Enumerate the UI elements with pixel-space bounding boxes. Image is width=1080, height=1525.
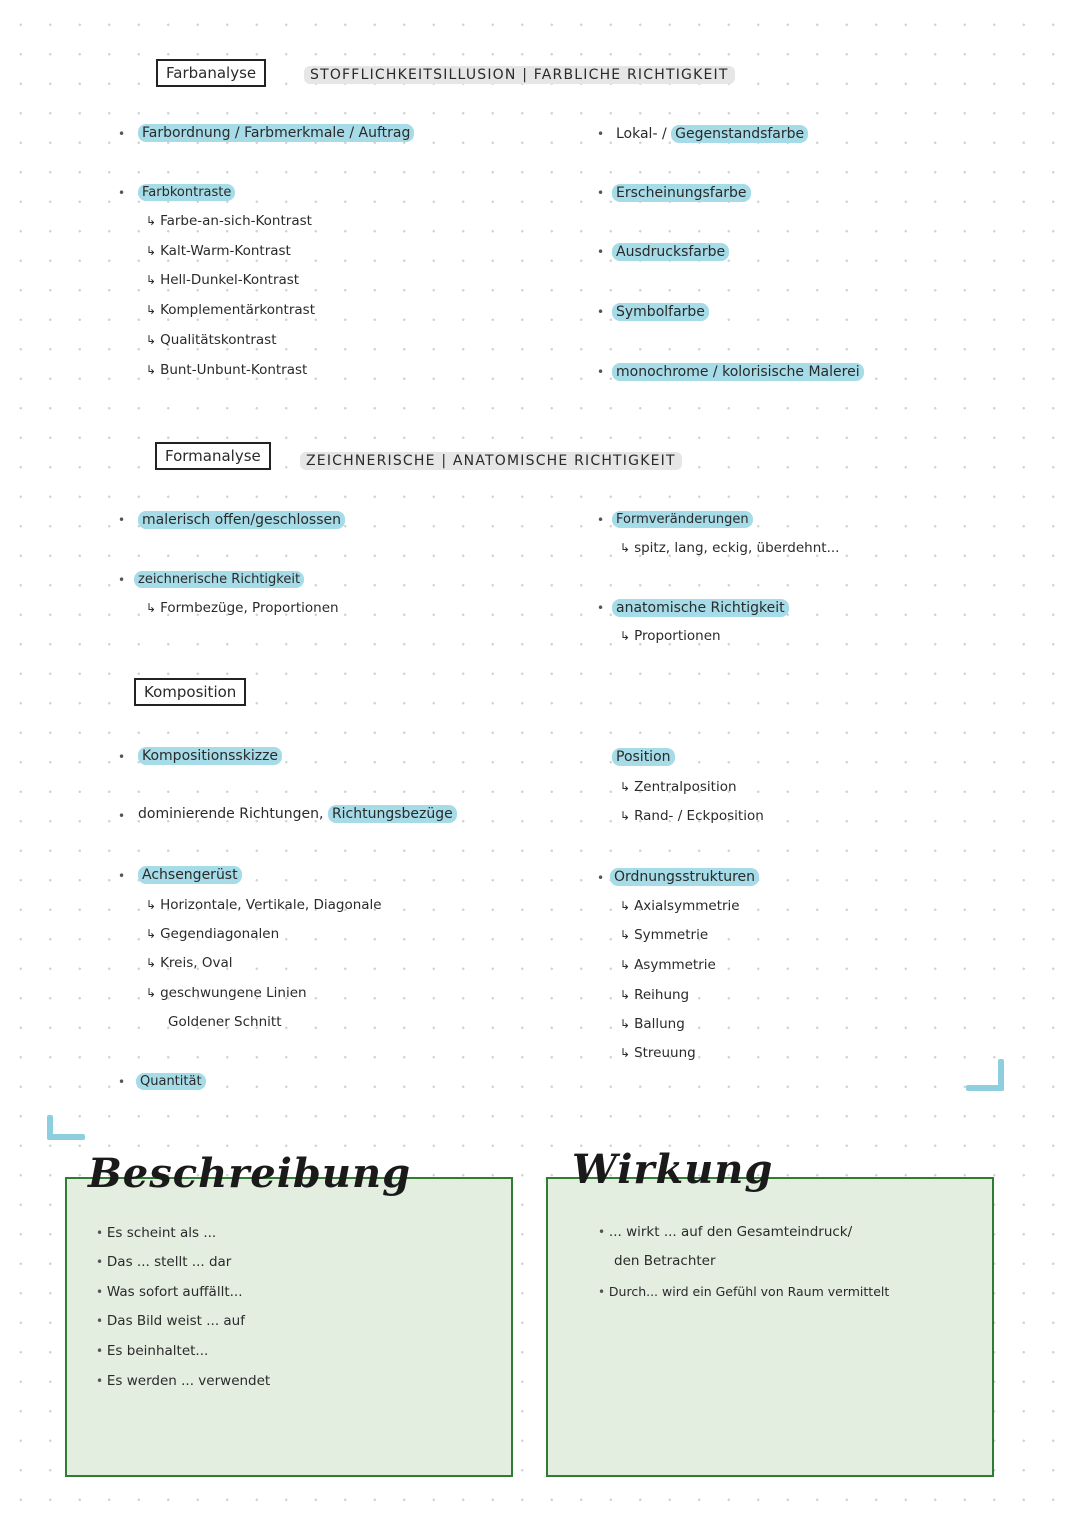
bullet: • bbox=[597, 305, 605, 319]
arrow-icon: ↳ bbox=[620, 1046, 631, 1060]
position-item-label: Zentralposition bbox=[634, 779, 737, 795]
position-item bbox=[620, 808, 764, 824]
achsengeruest-label: Achsengerüst bbox=[138, 866, 242, 884]
wirkung-line bbox=[598, 1224, 852, 1240]
beschreibung-line bbox=[96, 1373, 270, 1389]
arrow-icon: ↳ bbox=[146, 898, 157, 912]
arrow-icon: ↳ bbox=[620, 958, 631, 972]
arrow-icon: ↳ bbox=[146, 244, 157, 258]
bullet: • bbox=[597, 513, 605, 527]
ordnung-item-label: Ballung bbox=[634, 1016, 685, 1032]
kontrast-item bbox=[146, 362, 307, 378]
formveraenderungen-sub-label: spitz, lang, eckig, überdehnt... bbox=[634, 540, 840, 556]
wirkung-line-text: ... wirkt ... auf den Gesamteindruck/ bbox=[608, 1224, 853, 1240]
ordnung-item bbox=[620, 898, 740, 914]
beschreibung-line-text: Es werden ... verwendet bbox=[106, 1373, 271, 1389]
zeichnerisch-sub bbox=[146, 600, 339, 616]
achsen-item bbox=[146, 897, 382, 913]
achsen-item bbox=[146, 985, 307, 1001]
malerisch-label: malerisch offen/geschlossen bbox=[138, 511, 345, 529]
bullet: • bbox=[597, 365, 605, 379]
kontrast-item bbox=[146, 272, 299, 288]
beschreibung-line-text: Es beinhaltet... bbox=[106, 1343, 209, 1359]
corner-bracket-left-horizontal bbox=[47, 1134, 85, 1140]
wirkung-line-text: Durch... wird ein Gefühl von Raum vermittelt bbox=[608, 1284, 890, 1299]
ordnung-item bbox=[620, 1016, 685, 1032]
bullet: • bbox=[598, 1285, 609, 1299]
formveraenderungen-label: Formveränderungen bbox=[612, 511, 753, 528]
bullet: • bbox=[597, 127, 605, 141]
quantitaet-label: Quantität bbox=[136, 1073, 206, 1090]
arrow-icon: ↳ bbox=[146, 363, 157, 377]
arrow-icon: ↳ bbox=[146, 986, 157, 1000]
position-label: Position bbox=[612, 748, 675, 766]
arrow-icon: ↳ bbox=[620, 809, 631, 823]
wirkung-line: den Betrachter bbox=[614, 1253, 716, 1269]
beschreibung-line bbox=[96, 1343, 208, 1359]
bullet: • bbox=[118, 750, 126, 764]
arrow-icon: ↳ bbox=[620, 629, 631, 643]
ordnung-item bbox=[620, 1045, 696, 1061]
bullet: • bbox=[96, 1226, 107, 1240]
achsen-item-label: geschwungene Linien bbox=[160, 985, 307, 1001]
richtungen-plain: dominierende Richtungen, bbox=[138, 806, 328, 822]
ordnung-item-label: Streuung bbox=[634, 1045, 696, 1061]
zeichnerisch-label: zeichnerische Richtigkeit bbox=[134, 571, 304, 588]
position-item bbox=[620, 779, 737, 795]
bullet: • bbox=[118, 869, 126, 883]
arrow-icon: ↳ bbox=[620, 928, 631, 942]
kontrast-item-label: Qualitätskontrast bbox=[160, 332, 277, 348]
bullet: • bbox=[118, 573, 126, 587]
wirkung-panel bbox=[546, 1177, 994, 1477]
achsen-item bbox=[146, 926, 279, 942]
anatomisch-label: anatomische Richtigkeit bbox=[612, 599, 789, 617]
kompositionsskizze-label: Kompositionsskizze bbox=[138, 747, 282, 765]
malerei-label: monochrome / kolorisische Malerei bbox=[612, 363, 864, 381]
lokal-plain: Lokal- / bbox=[616, 126, 672, 142]
ordnung-item-label: Reihung bbox=[634, 987, 690, 1003]
beschreibung-line-text: Es scheint als ... bbox=[106, 1225, 217, 1241]
beschreibung-line-text: Was sofort auffällt... bbox=[106, 1284, 243, 1300]
arrow-icon: ↳ bbox=[146, 956, 157, 970]
arrow-icon: ↳ bbox=[620, 1017, 631, 1031]
section-title-farbanalyse: Farbanalyse bbox=[156, 59, 266, 87]
arrow-icon: ↳ bbox=[146, 927, 157, 941]
arrow-icon: ↳ bbox=[146, 333, 157, 347]
ordnung-item bbox=[620, 987, 689, 1003]
ordnung-item-label: Symmetrie bbox=[634, 927, 709, 943]
bullet: • bbox=[96, 1344, 107, 1358]
kontrast-item-label: Hell-Dunkel-Kontrast bbox=[160, 272, 300, 288]
anatomisch-sub bbox=[620, 628, 721, 644]
goldener-schnitt: Goldener Schnitt bbox=[168, 1014, 282, 1030]
beschreibung-line bbox=[96, 1313, 245, 1329]
beschreibung-line-text: Das ... stellt ... dar bbox=[106, 1254, 232, 1270]
farbkontraste-label: Farbkontraste bbox=[138, 184, 235, 201]
kontrast-item-label: Kalt-Warm-Kontrast bbox=[160, 243, 291, 259]
bullet: • bbox=[118, 809, 126, 823]
beschreibung-line bbox=[96, 1225, 216, 1241]
arrow-icon: ↳ bbox=[620, 780, 631, 794]
arrow-icon: ↳ bbox=[620, 541, 631, 555]
beschreibung-line-text: Das Bild weist ... auf bbox=[106, 1313, 245, 1329]
arrow-icon: ↳ bbox=[620, 988, 631, 1002]
ordnung-item-label: Axialsymmetrie bbox=[634, 898, 740, 914]
zeichnerisch-sub-label: Formbezüge, Proportionen bbox=[160, 600, 339, 616]
ordnung-item bbox=[620, 927, 708, 943]
kontrast-item bbox=[146, 243, 291, 259]
bullet: • bbox=[597, 245, 605, 259]
corner-bracket-right-horizontal bbox=[966, 1085, 1004, 1091]
beschreibung-line bbox=[96, 1254, 231, 1270]
kontrast-item-label: Bunt-Unbunt-Kontrast bbox=[160, 362, 308, 378]
achsen-item-label: Horizontale, Vertikale, Diagonale bbox=[160, 897, 382, 913]
arrow-icon: ↳ bbox=[146, 303, 157, 317]
ordnung-item bbox=[620, 957, 716, 973]
arrow-icon: ↳ bbox=[146, 601, 157, 615]
ordnungsstrukturen-label: Ordnungsstrukturen bbox=[610, 868, 759, 886]
lokalfarbe-label bbox=[616, 126, 808, 142]
kontrast-item-label: Farbe-an-sich-Kontrast bbox=[160, 213, 312, 229]
beschreibung-line bbox=[96, 1284, 243, 1300]
erscheinungsfarbe-label: Erscheinungsfarbe bbox=[612, 184, 751, 202]
bullet: • bbox=[96, 1255, 107, 1269]
achsen-item bbox=[146, 955, 232, 971]
wirkung-line bbox=[598, 1284, 889, 1299]
bullet: • bbox=[96, 1285, 107, 1299]
bullet: • bbox=[597, 601, 605, 615]
anatomisch-sub-label: Proportionen bbox=[634, 628, 721, 644]
arrow-icon: ↳ bbox=[620, 899, 631, 913]
beschreibung-title: Beschreibung bbox=[88, 1150, 412, 1197]
kontrast-item bbox=[146, 302, 315, 318]
richtungsbezuege-label: Richtungsbezüge bbox=[328, 805, 457, 823]
kontrast-item bbox=[146, 332, 277, 348]
bullet: • bbox=[96, 1314, 107, 1328]
section-subtitle-formanalyse: ZEICHNERISCHE | ANATOMISCHE RICHTIGKEIT bbox=[300, 452, 682, 470]
symbolfarbe-label: Symbolfarbe bbox=[612, 303, 709, 321]
farbordnung-label: Farbordnung / Farbmerkmale / Auftrag bbox=[138, 124, 414, 142]
achsen-item-label: Gegendiagonalen bbox=[160, 926, 280, 942]
position-item-label: Rand- / Eckposition bbox=[634, 808, 764, 824]
bullet: • bbox=[118, 186, 126, 200]
bullet: • bbox=[598, 1225, 609, 1239]
bullet: • bbox=[597, 186, 605, 200]
bullet: • bbox=[96, 1374, 107, 1388]
arrow-icon: ↳ bbox=[146, 214, 157, 228]
bullet: • bbox=[597, 871, 605, 885]
bullet: • bbox=[118, 1075, 126, 1089]
section-title-formanalyse: Formanalyse bbox=[155, 442, 271, 470]
ordnung-item-label: Asymmetrie bbox=[634, 957, 716, 973]
section-subtitle-farbanalyse: STOFFLICHKEITSILLUSION | FARBLICHE RICHTIGKEIT bbox=[304, 66, 735, 84]
ausdrucksfarbe-label: Ausdrucksfarbe bbox=[612, 243, 729, 261]
formveraenderungen-sub bbox=[620, 540, 839, 556]
wirkung-title: Wirkung bbox=[572, 1146, 774, 1193]
kontrast-item-label: Komplementärkontrast bbox=[160, 302, 316, 318]
section-title-komposition: Komposition bbox=[134, 678, 246, 706]
kontrast-item bbox=[146, 213, 312, 229]
bullet: • bbox=[118, 513, 126, 527]
richtungen-label bbox=[138, 806, 457, 822]
gegenstandsfarbe-label: Gegenstandsfarbe bbox=[671, 125, 808, 143]
bullet: • bbox=[118, 127, 126, 141]
arrow-icon: ↳ bbox=[146, 273, 157, 287]
achsen-item-label: Kreis, Oval bbox=[160, 955, 233, 971]
